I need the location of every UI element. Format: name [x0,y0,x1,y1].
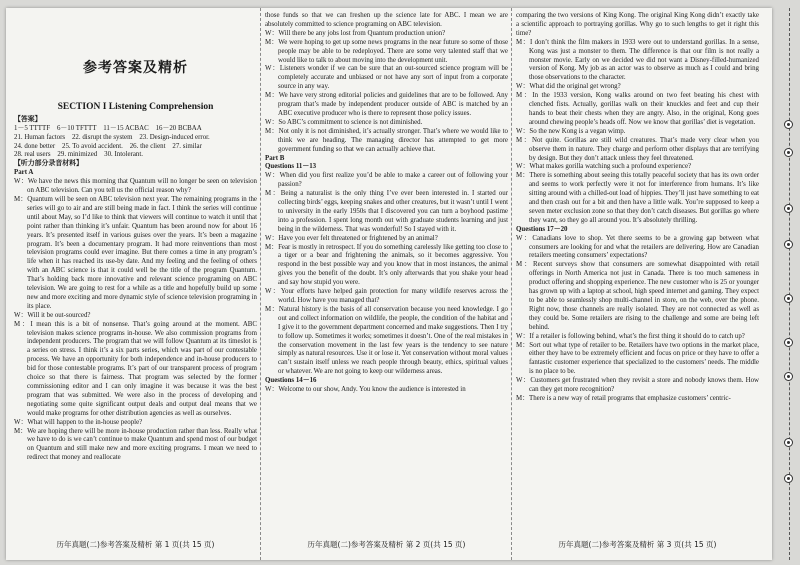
section-heading: SECTION I Listening Comprehension [57,101,214,112]
transcript-paragraph: M：I mean this is a bit of nonsense. That’s going around at the moment. ABC television makes science programs in-house. We also commission programs from independent producers. The program that we will follow Quantum at its timeslot is a series on stress. I think it’s a six parts series, which was part of our contestable process. We have an opportunity for both independence and in-house producers to bid for those contestable programs. It’s part of our transparent process of program choice so that there is fairness. That program was selected by the former commissioning editor and I can only imagine it was because it was the best program that was submitted. We were also in the process of developing and negotiating some quite significant output deals and output deal means that we would make programs for other distribution agencies as well as ourselves. [14,320,257,417]
transcript-paragraph: M：We were hoping to get up some news programs in the near future so some of those people may be able to be redeployed. There are some very talented staff that we would like to talk to about moving into the development unit. [265,38,508,64]
answer-line: 1－5 TTTTF 6－10 TFTTT 11－15 ACBAC 16－20 BCBAA [14,124,202,132]
transcript-paragraph: W：If a retailer is following behind, what’s the first thing it should do to catch up? [516,332,745,340]
transcript-paragraph: M：Not quite. Gorillas are still wild creatures. That’s made very clear when you observe them in nature. They charge and perform other displays that are terrifying by design. But they don’t attack unless they feel threatened. [516,136,759,162]
transcript-paragraph: M：We are hoping there will be more in-house production rather than less. Really what we have to do is we can’t continue to make Quantum and spend most of our budget on Quantum and still make new and more exciting programs. I mean we need to redirect that money and reallocate [14,427,257,462]
page-footer: 历年真题(二)参考答案及精析 第 2 页(共 15 页) [307,540,466,549]
transcript-paragraph: M：Sort out what type of retailer to be. Retailers have two options in the market place, either they have to be extremely efficient and focus on price or they have to offer a fantastic customer experience that specialized to the customers’ needs. The middle is no place to be. [516,341,759,376]
binding-hole-icon [784,438,793,447]
binding-margin [781,8,797,560]
subsection-heading: Part B [265,154,285,162]
transcript-paragraph: W：Welcome to our show, Andy. You know the audience is interested in [265,386,466,394]
exam-answer-sheet [6,8,772,560]
transcript-paragraph: those funds so that we can freshen up the science late for ABC. I mean we are absolutely committed to science programing on ABC television. [265,12,508,28]
transcript-paragraph: W：Listeners wonder if we can be sure that an out-sourced science program will be completely accurate and unbiased or not have any sort of input from a corporate source in any way. [265,65,508,91]
binding-hole-icon [784,372,793,381]
transcript-paragraph: W：Will it be out-sourced? [14,311,91,319]
binding-hole-icon [784,240,793,249]
binding-hole-icon [784,338,793,347]
subsection-heading: Questions 14－16 [265,377,317,385]
transcript-paragraph: W：So ABC’s commitment to science is not diminished. [265,118,423,126]
transcript-paragraph: W：What makes gorilla watching such a profound experience? [516,163,692,171]
transcript-paragraph: comparing the two versions of King Kong. The original King Kong didn’t exactly take a scientific approach to portraying gorillas. Why go to such lengths to get it right this time? [516,12,759,37]
transcript-paragraph: W：Have you ever felt threatened or frightened by an animal? [265,234,438,242]
page-title: 参考答案及精析 [83,60,188,76]
transcript-paragraph: M：There is something about seeing this totally peaceful society that has its own order and seems to work perfectly were it not for interference from humans. It’s like sitting around with a chilled-out load of hippies. They’ll just have something to eat and then crash out for a bit and then have a little walk. You’re supposed to keep a seven meter exclusion zone so that they don’t catch diseases. But gorillas go where they want, so they go all around you. It’s absolutely thrilling. [516,172,759,224]
transcript-paragraph: W：When did you first realize you’d be able to make a career out of following your passion? [265,172,508,189]
column-1 [14,12,257,540]
binding-hole-icon [784,474,793,483]
transcript-paragraph: W：Canadians love to shop. Yet there seems to be a growing gap between what consumers are looking for and what the retailers are delivering. How are Canadian retailers meeting consumers’ expectations? [516,234,759,260]
transcript-paragraph: M：I don’t think the film makers in 1933 were out to understand gorillas. In a sense, Kong was just a monster to them. The difference is that our film is not really a monster movie. Early on we decided we did not want a Disney-filled-humanized version of Kong. My job as an actor was to observe as much as I could and bring those observations to the character. [516,38,759,82]
answer-line: 28. real users 29. minimized 30. Intolerant. [14,151,143,159]
transcript-paragraph: M：Quantum will be seen on ABC television next year. The remaining programs in the series will go to air and are still being made in fact. I think the series will continue until about May, so I’d like to think that viewers will continue to watch it until that point rather than thinking it’s unfair. Quantum has been around now for about 16 years. It’s presented itself in various guises over the years. It’s been a magazine program. It’s been a documentary program. It had more reinventions than most television programs could ever imagine. But there comes a time in any program’s life when it has reached its use-by date. And my feeling and the feeling of others with an ABC science is that it could well be the title of the program Quantum. That’s holding back more innovative and relevant science programing on ABC television. We are going to rest for a while as a title and hopefully build up some new and more exciting and more dynamic style of science television programing in its place. [14,195,257,310]
column-3 [516,12,759,540]
transcript-paragraph: W：Your efforts have helped gain protection for many wildlife reserves across the world. How have you managed that? [265,288,508,304]
transcript-paragraph: M：We have very strong editorial policies and guidelines that are to be followed. Any program that’s made by independent producer outside of ABC is matched by an ABC executive producer who is there to represent those policy issues. [265,92,508,117]
subsection-heading: Questions 11－13 [265,163,317,171]
transcript-paragraph: W：So the new Kong is a vegan wimp. [516,127,626,135]
transcript-paragraph: W：What did the original get wrong? [516,83,621,91]
transcript-paragraph: M：In the 1933 version, Kong walks around on two feet beating his chest with clenched fists. Actually, gorillas walk on their knuckles and feet and cup their hands to beat their chests when they are angry. Also, in the original, Kong goes around chewing people’s heads off. Now we know that gorillas’ diet is vegetation. [516,92,759,126]
binding-hole-icon [784,120,793,129]
transcript-paragraph: W：Will there be any jobs lost from Quantum production union? [265,29,446,37]
binding-hole-icon [784,148,793,157]
transcript-paragraph: M：There is a new way of retail programs that emphasize customers’ centric- [516,394,731,402]
transcript-heading: 【听力部分录音材料】 [14,160,83,168]
column-divider [260,8,262,560]
column-divider [511,8,513,560]
transcript-paragraph: M：Recent surveys show that consumers are somewhat disappointed with retail offerings in North America not just in Canada. There is too much sameness in product offering and shopping experience. The new customer who is 25 or younger has grown up with a laptop at school, high speed internet and gaming. They expect to be able to seamlessly shop multi-channel in store, on the web, over the phone. Right now, those channels are really isolated. They are not connected as well as they could be. Some retailers are rising to the challenge and some are being left behind. [516,261,759,331]
answer-line: 24. done better 25. To avoid accident. 26. the client 27. similar [14,142,202,150]
subsection-heading: Part A [14,169,34,177]
transcript-paragraph: W：What will happen to the in-house people? [14,418,143,426]
transcript-paragraph: M：Being a naturalist is the only thing I’ve ever been interested in. I started our collecting birds’ eggs, keeping snakes and other creatures, but it wasn’t until I went to university in the early 1950s that I discovered you can turn a boyhood pastime into a profession. I spent long month out with graduate students learning and just being in the wilderness. That was wonderful! So I stayed with it. [265,190,508,233]
transcript-paragraph: M：Fear is mostly in retrospect. If you do something carelessly like getting too close to a tiger or a bear and frightening the animals, so it becomes aggressive. You respond in the best possible way and you know that in most instances, the animal gives you the benefit of the doubt. It’s only afterwards that you shake your head and say how stupid you were. [265,243,508,287]
column-2 [265,12,508,540]
page-footer: 历年真题(二)参考答案及精析 第 3 页(共 15 页) [558,540,717,549]
answer-line: 21. Human factors 22. disrupt the system 23. Design-induced error. [14,133,210,141]
answers-heading: 【答案】 [14,115,42,123]
transcript-paragraph: M：Not only it is not diminished, it’s actually stronger. That’s where we would like to think we are heading. The managing director has attempted to get more government funding so that we can actually achieve that. [265,127,508,153]
subsection-heading: Questions 17－20 [516,225,568,233]
page-footer: 历年真题(二)参考答案及精析 第 1 页(共 15 页) [56,540,215,549]
binding-hole-icon [784,294,793,303]
transcript-paragraph: W：Customers get frustrated when they revisit a store and nobody knows them. How can they get more recognition? [516,377,759,394]
transcript-paragraph: M：Natural history is the basis of all conservation because you need knowledge. I go out and collect information on wildlife, the people, the condition of the habitat and I give it to the government department concerned and make suggestions. Then I try to follow up. Sometimes it works; sometimes it doesn’t. One of the real mistakes in the conservation movement in the last few years is the tendency to see nature simply as natural resources. Use it or lose it. Yet conservation without moral values can’t sustain itself unless we reach people through beauty, ethics, spiritual values or whatever. We are not going to keep our wilderness areas. [265,305,508,376]
transcript-paragraph: W：We have the news this morning that Quantum will no longer be seen on television on ABC television. Can you tell us the official reason why? [14,178,257,195]
binding-hole-icon [784,204,793,213]
